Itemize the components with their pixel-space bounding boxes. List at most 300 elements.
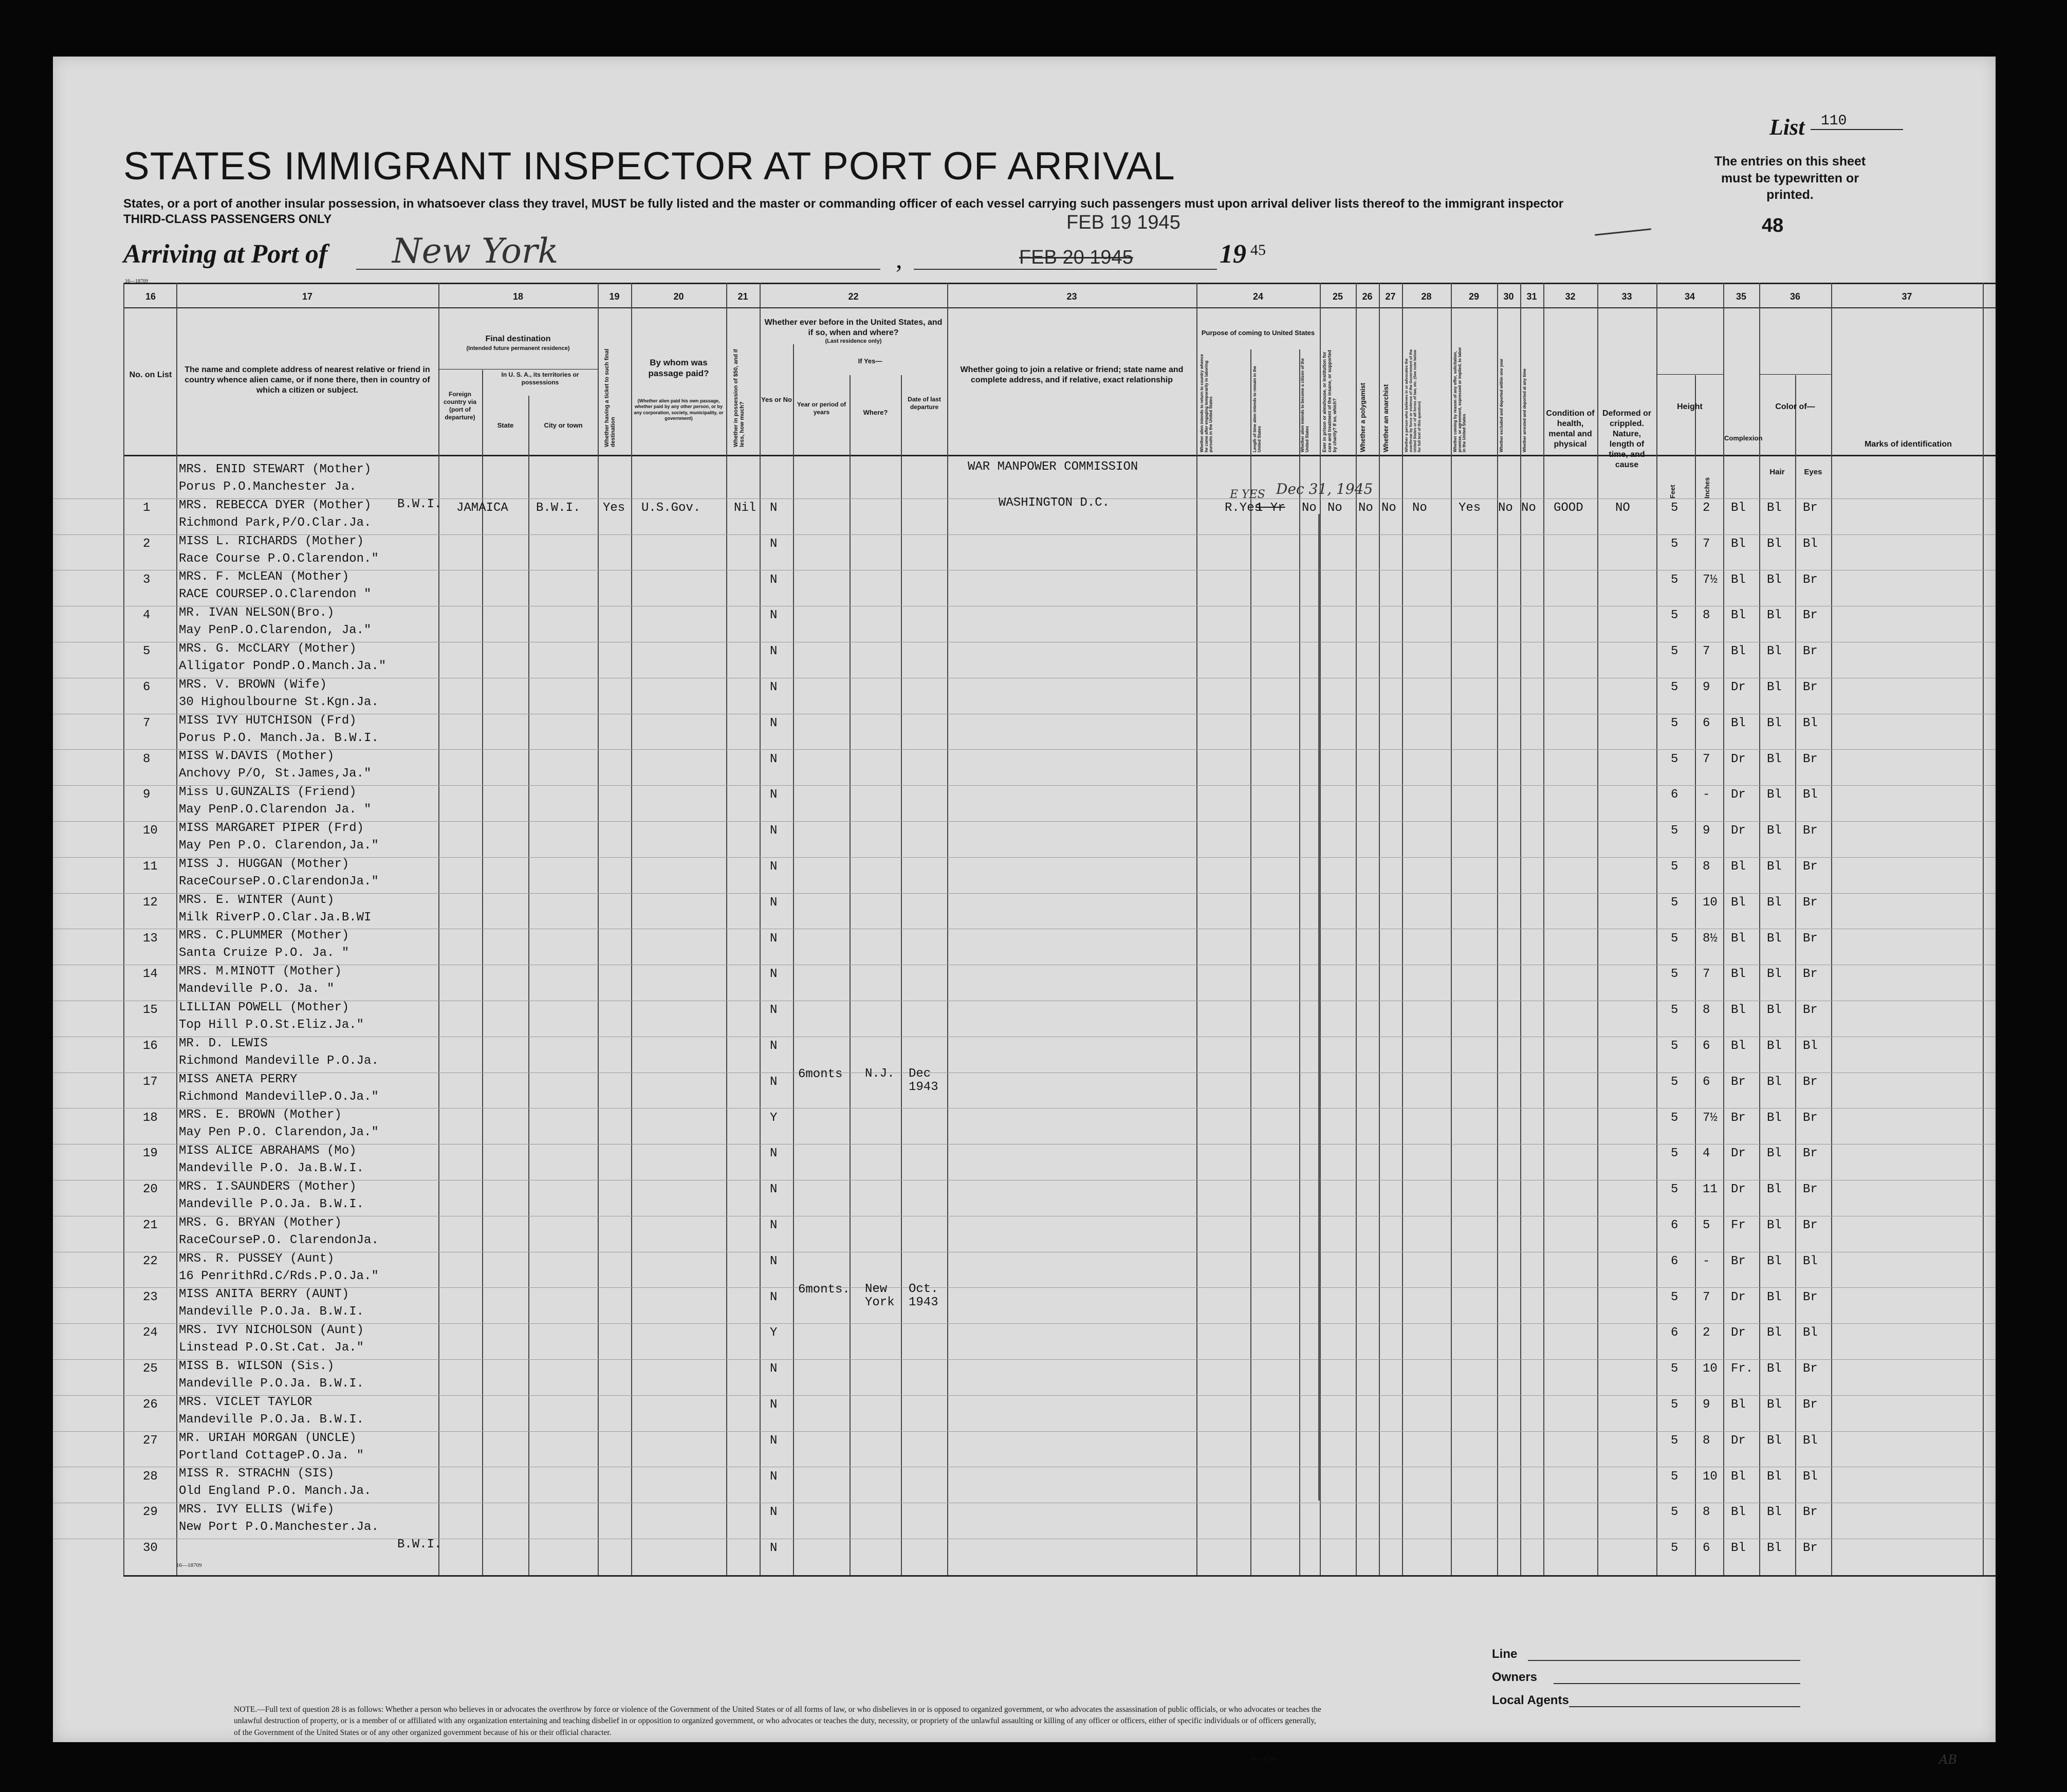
agents-label: Local Agents xyxy=(1492,1693,1569,1707)
row-number: 1 xyxy=(143,501,151,515)
height-inches: 5 xyxy=(1703,1218,1710,1232)
hdr-labor-offer: Whether coming by reason of any offer, solicitation, promise, or agreement, expressed or implied, to labor in the United States xyxy=(1453,347,1467,452)
complexion: Bl xyxy=(1731,644,1746,659)
row-number: 10 xyxy=(143,824,158,838)
ever-before: N xyxy=(770,1039,778,1053)
complexion: Bl xyxy=(1731,1541,1746,1556)
eye-color: Bl xyxy=(1803,716,1818,730)
hair-color: Bl xyxy=(1767,608,1782,623)
ever-before: N xyxy=(770,1254,778,1268)
hdr-year-period: Year or period of years xyxy=(797,401,846,416)
form-code-right: 16—18709b xyxy=(1250,1757,1276,1762)
relative-name: MISS J. HUGGAN (Mother) xyxy=(179,857,349,871)
relative-name: MISS B. WILSON (Sis.) xyxy=(179,1359,335,1373)
relative-address: May Pen P.O. Clarendon,Ja." xyxy=(179,1125,379,1140)
row-number: 28 xyxy=(143,1469,158,1484)
hair-color: Bl xyxy=(1767,1111,1782,1125)
relative-address: Mandeville P.O.Ja. B.W.I. xyxy=(179,1377,364,1391)
hair-color: Bl xyxy=(1767,752,1782,766)
row-number: 26 xyxy=(143,1398,158,1412)
ever-before: Y xyxy=(770,1111,778,1125)
height-feet: 5 xyxy=(1671,716,1678,730)
height-inches: 6 xyxy=(1703,1541,1710,1556)
hdr-marks: Marks of identification xyxy=(1865,440,1952,449)
eye-color: Br xyxy=(1803,1003,1818,1018)
eye-color: Br xyxy=(1803,1505,1818,1520)
ever-before: N xyxy=(770,1469,778,1484)
hair-color: Bl xyxy=(1767,1505,1782,1520)
eye-color: Br xyxy=(1803,1362,1818,1376)
hdr-purpose-length: Length of time alien intends to remain in the United States xyxy=(1252,365,1262,452)
relative-address: 30 Highoulbourne St.Kgn.Ja. xyxy=(179,695,379,709)
period-years: 6monts xyxy=(798,1067,843,1081)
height-feet: 5 xyxy=(1671,1433,1678,1448)
hair-color: Bl xyxy=(1767,537,1782,551)
height-feet: 5 xyxy=(1671,860,1678,874)
complexion: Dr xyxy=(1731,824,1746,838)
complexion: Dr xyxy=(1731,788,1746,802)
height-inches: 10 xyxy=(1703,1469,1718,1484)
instruction-text: States, or a port of another insular possession, in whatsoever class they travel, MUST be fully listed and the master or commanding officer of each vessel carrying such passengers must upon arrival deliver lists thereof to the immigrant inspector xyxy=(123,197,1564,211)
complexion: Bl xyxy=(1731,860,1746,874)
height-feet: 5 xyxy=(1671,608,1678,623)
relative-address-cont: B.W.I. xyxy=(397,1538,442,1552)
hdr-health: Condition of health, mental and physical xyxy=(1546,409,1595,449)
hdr-hair: Hair xyxy=(1769,468,1785,476)
row-number: 15 xyxy=(143,1003,158,1018)
hdr-state: State xyxy=(497,421,514,429)
r1-q28: No xyxy=(1412,501,1427,515)
relative-name: MRS. G. BRYAN (Mother) xyxy=(179,1215,342,1230)
table-row xyxy=(53,1503,1996,1556)
hair-color: Bl xyxy=(1767,644,1782,659)
r1-purpose: R.Yes xyxy=(1225,501,1262,515)
r1-purpose-hand: E YES xyxy=(1230,488,1265,501)
height-feet: 5 xyxy=(1671,824,1678,838)
ditto-squiggle xyxy=(1318,514,1320,1501)
colnum-24: 24 xyxy=(1252,291,1264,302)
height-inches: 6 xyxy=(1703,1075,1710,1089)
eye-color: Br xyxy=(1803,1075,1818,1089)
ever-before: N xyxy=(770,716,778,730)
year-prefix: 19 xyxy=(1220,239,1246,269)
hair-color: Bl xyxy=(1767,572,1782,587)
hdr-height: Height xyxy=(1677,402,1703,411)
height-inches: 7½ xyxy=(1703,572,1718,587)
hair-color: Bl xyxy=(1767,1183,1782,1197)
relative-address: 16 PenrithRd.C/Rds.P.O.Ja." xyxy=(179,1269,379,1283)
eye-color: Br xyxy=(1803,931,1818,946)
ever-before: N xyxy=(770,1075,778,1089)
hdr-q28: Whether a person who believes in or advocates the overthrow by force or violence of the Government of the United States or of all forms of law, etc. (See note below for full text of this question) xyxy=(1404,349,1422,452)
row-number: 14 xyxy=(143,967,158,982)
height-feet: 5 xyxy=(1671,680,1678,694)
ever-before: N xyxy=(770,824,778,838)
complexion: Bl xyxy=(1731,1398,1746,1412)
hdr-prison: Ever in prison or almshouse, or institution for care and treatment of the insane, or supported by charity? If so, which? xyxy=(1322,349,1337,452)
relative-name: LILLIAN POWELL (Mother) xyxy=(179,1001,349,1014)
colnum-16: 16 xyxy=(145,291,156,302)
hdr-passage-paid-sub: (Whether alien paid his own passage, whether paid by any other person, or by any corporation, society, municipality, or government) xyxy=(634,398,724,421)
colnum-18: 18 xyxy=(512,291,524,302)
eye-color: Br xyxy=(1803,1183,1818,1197)
height-inches: 7 xyxy=(1703,644,1710,659)
height-feet: 5 xyxy=(1671,501,1678,515)
height-inches: 4 xyxy=(1703,1147,1710,1161)
eye-color: Bl xyxy=(1803,1039,1818,1053)
hair-color: Bl xyxy=(1767,1398,1782,1412)
ever-before: N xyxy=(770,680,778,694)
agents-underline xyxy=(1569,1706,1800,1707)
colnum-25: 25 xyxy=(1332,291,1343,302)
eye-color: Bl xyxy=(1803,788,1818,802)
height-feet: 5 xyxy=(1671,931,1678,946)
height-inches: 7 xyxy=(1703,537,1710,551)
complexion: Br xyxy=(1731,1111,1746,1125)
hdr-purpose-return: Whether alien intends to return to country whence he came after engaging temporarily in laboring pursuits in the United States xyxy=(1199,354,1213,452)
relative-address: RaceCourseP.O. ClarendonJa. xyxy=(179,1233,379,1247)
hdr-color-of: Color of— xyxy=(1775,402,1815,411)
height-inches: 9 xyxy=(1703,824,1710,838)
height-inches: 7½ xyxy=(1703,1111,1718,1125)
colnum-22: 22 xyxy=(848,291,859,302)
eye-color: Br xyxy=(1803,824,1818,838)
eye-color: Bl xyxy=(1803,1254,1818,1268)
hair-color: Bl xyxy=(1767,931,1782,946)
hdr-foreign-country: Foreign country via (port of departure) xyxy=(443,391,477,421)
row-number: 24 xyxy=(143,1326,158,1340)
hdr-purpose-citizen: Whether alien intends to become a citizen of the United States xyxy=(1300,358,1309,452)
ever-before: N xyxy=(770,895,778,910)
colnum-rule xyxy=(123,307,1996,308)
height-feet: 5 xyxy=(1671,895,1678,910)
eye-color: Br xyxy=(1803,895,1818,910)
color-rule xyxy=(1759,374,1831,375)
hdr-polygamist: Whether a polygamist xyxy=(1359,382,1367,452)
relative-address: Mandeville P.O.Ja. B.W.I. xyxy=(179,1197,364,1211)
hair-color: Bl xyxy=(1767,860,1782,874)
relative-name: MR. D. LEWIS xyxy=(179,1036,268,1050)
eye-color: Bl xyxy=(1803,1326,1818,1340)
hdr-purpose: Purpose of coming to United States xyxy=(1201,329,1315,337)
row-number: 22 xyxy=(143,1254,158,1268)
row-number: 23 xyxy=(143,1290,158,1304)
relative-name: MISS MARGARET PIPER (Frd) xyxy=(179,821,364,835)
comma-mark: , xyxy=(896,245,902,273)
colnum-21: 21 xyxy=(737,291,748,302)
eye-color: Br xyxy=(1803,608,1818,623)
complexion: Bl xyxy=(1731,572,1746,587)
row-number: 6 xyxy=(143,680,151,694)
height-feet: 5 xyxy=(1671,1003,1678,1018)
ever-before: N xyxy=(770,1290,778,1304)
height-feet: 5 xyxy=(1671,572,1678,587)
complexion: Fr. xyxy=(1731,1362,1754,1376)
ever-before: N xyxy=(770,1541,778,1556)
complexion: Bl xyxy=(1731,931,1746,946)
row-number: 18 xyxy=(143,1111,158,1125)
hdr-passage-paid: By whom was passage paid? xyxy=(648,358,709,379)
relative-name: MRS. I.SAUNDERS (Mother) xyxy=(179,1180,357,1194)
eye-color: Br xyxy=(1803,1290,1818,1304)
hdr-final-destination: Final destination xyxy=(485,335,551,343)
sheet-number: 48 xyxy=(1762,215,1784,236)
relative-address: Richmond Mandeville P.O.Ja. xyxy=(179,1054,379,1068)
row-number: 17 xyxy=(143,1075,158,1089)
relative-address: Porus P.O.Manchester Ja. xyxy=(179,480,357,494)
complexion: Bl xyxy=(1731,967,1746,982)
eye-color: Br xyxy=(1803,752,1818,766)
relative-address: Portland CottageP.O.Ja. " xyxy=(179,1448,364,1463)
relative-name: MRS. IVY NICHOLSON (Aunt) xyxy=(179,1323,364,1338)
relative-address: Richmond Park,P/O.Clar.Ja. xyxy=(179,515,372,530)
hdr-ever-before: Whether ever before in the United States, and if so, when and where? xyxy=(764,318,943,337)
relative-name: MISS IVY HUTCHISON (Frd) xyxy=(179,713,357,728)
height-feet: 5 xyxy=(1671,1398,1678,1412)
relative-address: Santa Cruize P.O. Ja. " xyxy=(179,946,349,960)
height-inches: 7 xyxy=(1703,752,1710,766)
ever-before: N xyxy=(770,572,778,587)
r1-labor-offer: Yes xyxy=(1459,501,1481,515)
height-rule xyxy=(1656,374,1723,375)
row-number: 7 xyxy=(143,716,151,730)
hair-color: Bl xyxy=(1767,1147,1782,1161)
hair-color: Bl xyxy=(1767,1541,1782,1556)
hdr-deported: Whether arrested and deported at any time xyxy=(1522,368,1527,452)
row-number: 13 xyxy=(143,931,158,946)
hair-color: Bl xyxy=(1767,716,1782,730)
hair-color: Bl xyxy=(1767,1469,1782,1484)
hdr-ticket: Whether having a ticket to such final destination xyxy=(604,348,617,447)
relative-name: MISS L. RICHARDS (Mother) xyxy=(179,534,364,548)
footnote-q28: NOTE.—Full text of question 28 is as follows: Whether a person who believes in or advocates the overthrow by force or violence of the Government of the United States or of all forms of law, or who disbelieves in or is opposed to organized government, or who advocates the assassination of public officials, or who advocates or teaches the unlawful destruction of property, or is a member of or affiliated with any organization entertaining and teaching disbelief in or opposition to organized government, or who advocates or teaches the duty, necessity, or propriety of the unlawful assaulting or killing of any officer or officers, either of specific individuals or of officers generally, of the Government of the United States or of any other organized government because of his or their official character. xyxy=(234,1705,1321,1737)
complexion: Bl xyxy=(1731,608,1746,623)
relative-name: MRS. G. McCLARY (Mother) xyxy=(179,642,357,656)
row-number: 16 xyxy=(143,1039,158,1053)
header-bottom-rule xyxy=(123,455,1996,456)
relative-name: MISS ANITA BERRY (AUNT) xyxy=(179,1287,349,1302)
hair-color: Bl xyxy=(1767,1254,1782,1268)
hdr-anarchist: Whether an anarchist xyxy=(1382,384,1390,452)
height-feet: 5 xyxy=(1671,1290,1678,1304)
height-inches: 8 xyxy=(1703,1433,1710,1448)
corner-mark: AB xyxy=(1939,1752,1957,1767)
height-inches: - xyxy=(1703,788,1710,802)
r1-health: GOOD xyxy=(1554,501,1583,515)
owners-label: Owners xyxy=(1492,1670,1538,1684)
complexion: Dr xyxy=(1731,680,1746,694)
height-inches: 7 xyxy=(1703,1290,1710,1304)
height-feet: 5 xyxy=(1671,752,1678,766)
height-feet: 5 xyxy=(1671,1039,1678,1053)
ever-before: N xyxy=(770,1218,778,1232)
height-inches: 8 xyxy=(1703,1003,1710,1018)
colnum-30: 30 xyxy=(1503,291,1514,302)
hdr-complexion: Complexion xyxy=(1724,434,1763,442)
eye-color: Br xyxy=(1803,501,1818,515)
ever-before: N xyxy=(770,1398,778,1412)
colnum-17: 17 xyxy=(302,291,313,302)
relative-name: MISS ANETA PERRY xyxy=(179,1072,298,1086)
complexion: Bl xyxy=(1731,537,1746,551)
eye-color: Br xyxy=(1803,860,1818,874)
hair-color: Bl xyxy=(1767,895,1782,910)
eye-color: Br xyxy=(1803,967,1818,982)
height-feet: 5 xyxy=(1671,1505,1678,1520)
complexion: Dr xyxy=(1731,1290,1746,1304)
hdr-last-departure: Date of last departure xyxy=(908,396,941,411)
relative-address: Mandeville P.O. Ja.B.W.I. xyxy=(179,1161,364,1176)
hdr-if-yes: If Yes— xyxy=(858,357,882,365)
relative-name: Miss U.GUNZALIS (Friend) xyxy=(179,785,357,800)
line-underline xyxy=(1528,1660,1800,1661)
hdr-feet: Feet xyxy=(1669,485,1676,498)
complexion: Fr xyxy=(1731,1218,1746,1232)
owners-underline xyxy=(1554,1683,1800,1684)
relative-address: Milk RiverP.O.Clar.Ja.B.WI xyxy=(179,910,372,925)
height-feet: 5 xyxy=(1671,967,1678,982)
relative-address: Mandeville P.O.Ja. B.W.I. xyxy=(179,1305,364,1319)
eye-color: Bl xyxy=(1803,537,1818,551)
height-inches: 9 xyxy=(1703,1398,1710,1412)
prior-location: New York xyxy=(865,1282,895,1309)
r1-excluded: No xyxy=(1498,501,1513,515)
crossed-date-stamp: FEB 20 1945 xyxy=(1019,247,1133,268)
hair-color: Bl xyxy=(1767,1433,1782,1448)
complexion: Br xyxy=(1731,1254,1746,1268)
relative-address: Top Hill P.O.St.Eliz.Ja." xyxy=(179,1018,364,1032)
row-number: 29 xyxy=(143,1505,158,1520)
hair-color: Bl xyxy=(1767,1003,1782,1018)
relative-name: MISS ALICE ABRAHAMS (Mo) xyxy=(179,1144,357,1158)
ever-before: N xyxy=(770,501,778,515)
r1-deported: No xyxy=(1521,501,1536,515)
row-number: 11 xyxy=(143,860,158,874)
ever-before: N xyxy=(770,931,778,946)
r1-citizen: No xyxy=(1302,501,1317,515)
eye-color: Bl xyxy=(1803,1433,1818,1448)
relative-address: RaceCourseP.O.ClarendonJa." xyxy=(179,874,379,889)
hair-color: Bl xyxy=(1767,1362,1782,1376)
relative-address: Old England P.O. Manch.Ja. xyxy=(179,1484,372,1499)
hdr-deformed: Deformed or crippled. Nature, length of time, and cause xyxy=(1602,409,1652,469)
eye-color: Br xyxy=(1803,1147,1818,1161)
relative-name: MRS. R. PUSSEY (Aunt) xyxy=(179,1251,335,1266)
year-suffix: 45 xyxy=(1250,242,1266,258)
hdr-city: City or town xyxy=(544,421,583,429)
ever-before: N xyxy=(770,537,778,551)
relative-name: MRS. C.PLUMMER (Mother) xyxy=(179,929,349,943)
r1-destination-country: JAMAICA xyxy=(456,501,508,515)
list-label: List xyxy=(1769,115,1805,140)
hdr-join-relative: Whether going to join a relative or friend; state name and complete address, and if relative, exact relationship xyxy=(960,365,1184,384)
hdr-in-usa: In U. S. A., its territories or possessions xyxy=(501,371,579,386)
relative-name: MRS. ENID STEWART (Mother) xyxy=(179,463,372,476)
height-inches: 7 xyxy=(1703,967,1710,982)
height-inches: 11 xyxy=(1703,1183,1718,1197)
hair-color: Bl xyxy=(1767,680,1782,694)
complexion: Bl xyxy=(1731,716,1746,730)
colnum-23: 23 xyxy=(1066,291,1077,302)
row-number: 21 xyxy=(143,1218,158,1232)
hair-color: Bl xyxy=(1767,1039,1782,1053)
last-departure: Dec 1943 xyxy=(909,1066,938,1095)
relative-name: MRS. M.MINOTT (Mother) xyxy=(179,965,342,979)
height-feet: 6 xyxy=(1671,1218,1678,1232)
colnum-36: 36 xyxy=(1789,291,1801,302)
dash-mark xyxy=(1595,228,1651,235)
hdr-relative: The name and complete address of nearest relative or friend in country whence alien came, or if none there, then in country of which a citizen or subject. xyxy=(184,365,430,395)
eye-color: Br xyxy=(1803,1111,1818,1125)
class-line: THIRD-CLASS PASSENGERS ONLY xyxy=(123,212,332,226)
hair-color: Bl xyxy=(1767,1075,1782,1089)
r1-ticket: Yes xyxy=(603,501,625,515)
relative-address: Mandeville P.O.Ja. B.W.I. xyxy=(179,1412,364,1427)
complexion: Bl xyxy=(1731,1505,1746,1520)
relative-address: Mandeville P.O. Ja. " xyxy=(179,982,335,996)
relative-address: RACE COURSEP.O.Clarendon " xyxy=(179,587,372,602)
hdr-eyes: Eyes xyxy=(1804,468,1822,476)
height-feet: 6 xyxy=(1671,1326,1678,1340)
r1-anarchist: No xyxy=(1381,501,1396,515)
hdr-excluded: Whether excluded and deported within one year xyxy=(1499,358,1504,452)
colnum-35: 35 xyxy=(1736,291,1747,302)
relative-address: May PenP.O.Clarendon, Ja." xyxy=(179,623,372,638)
line-label: Line xyxy=(1492,1647,1518,1661)
complexion: Dr xyxy=(1731,1147,1746,1161)
relative-name: MR. IVAN NELSON(Bro.) xyxy=(179,606,335,620)
r1-join-line1: WAR MANPOWER COMMISSION xyxy=(968,460,1138,474)
relative-name: MRS. F. McLEAN (Mother) xyxy=(179,570,349,584)
relative-address: Alligator PondP.O.Manch.Ja." xyxy=(179,659,386,673)
ever-before: N xyxy=(770,1433,778,1448)
relative-address-cont: B.W.I. xyxy=(397,497,442,511)
hair-color: Bl xyxy=(1767,501,1782,515)
height-inches: 8 xyxy=(1703,608,1710,623)
row-number: 20 xyxy=(143,1183,158,1197)
height-feet: 5 xyxy=(1671,1111,1678,1125)
form-code-bottom: 16—18709 xyxy=(176,1562,202,1568)
colnum-27: 27 xyxy=(1385,291,1396,302)
height-inches: 10 xyxy=(1703,895,1718,910)
eye-color: Br xyxy=(1803,644,1818,659)
r1-polygamist: No xyxy=(1358,501,1373,515)
list-number: 110 xyxy=(1811,113,1903,130)
relative-address: Anchovy P/O, St.James,Ja." xyxy=(179,767,372,781)
height-feet: 5 xyxy=(1671,537,1678,551)
relative-name: MRS. VICLET TAYLOR xyxy=(179,1395,312,1409)
ever-before: N xyxy=(770,860,778,874)
relative-address: May Pen P.O. Clarendon,Ja." xyxy=(179,839,379,853)
row-number: 3 xyxy=(143,572,151,587)
height-inches: 6 xyxy=(1703,1039,1710,1053)
colnum-29: 29 xyxy=(1468,291,1480,302)
height-feet: 5 xyxy=(1671,1469,1678,1484)
eye-color: Br xyxy=(1803,680,1818,694)
relative-address: Porus P.O. Manch.Ja. B.W.I. xyxy=(179,731,379,745)
ever-before: N xyxy=(770,1183,778,1197)
r1-length: 1 Yr xyxy=(1256,501,1285,515)
date-stamp: FEB 19 1945 xyxy=(1066,212,1180,233)
height-feet: 5 xyxy=(1671,1183,1678,1197)
page-title: STATES IMMIGRANT INSPECTOR AT PORT OF ARRIVAL xyxy=(123,144,1175,188)
row-number: 25 xyxy=(143,1362,158,1376)
hdr-where: Where? xyxy=(863,409,888,416)
complexion: Bl xyxy=(1731,895,1746,910)
ever-before: N xyxy=(770,967,778,982)
colnum-28: 28 xyxy=(1421,291,1432,302)
hair-color: Bl xyxy=(1767,788,1782,802)
